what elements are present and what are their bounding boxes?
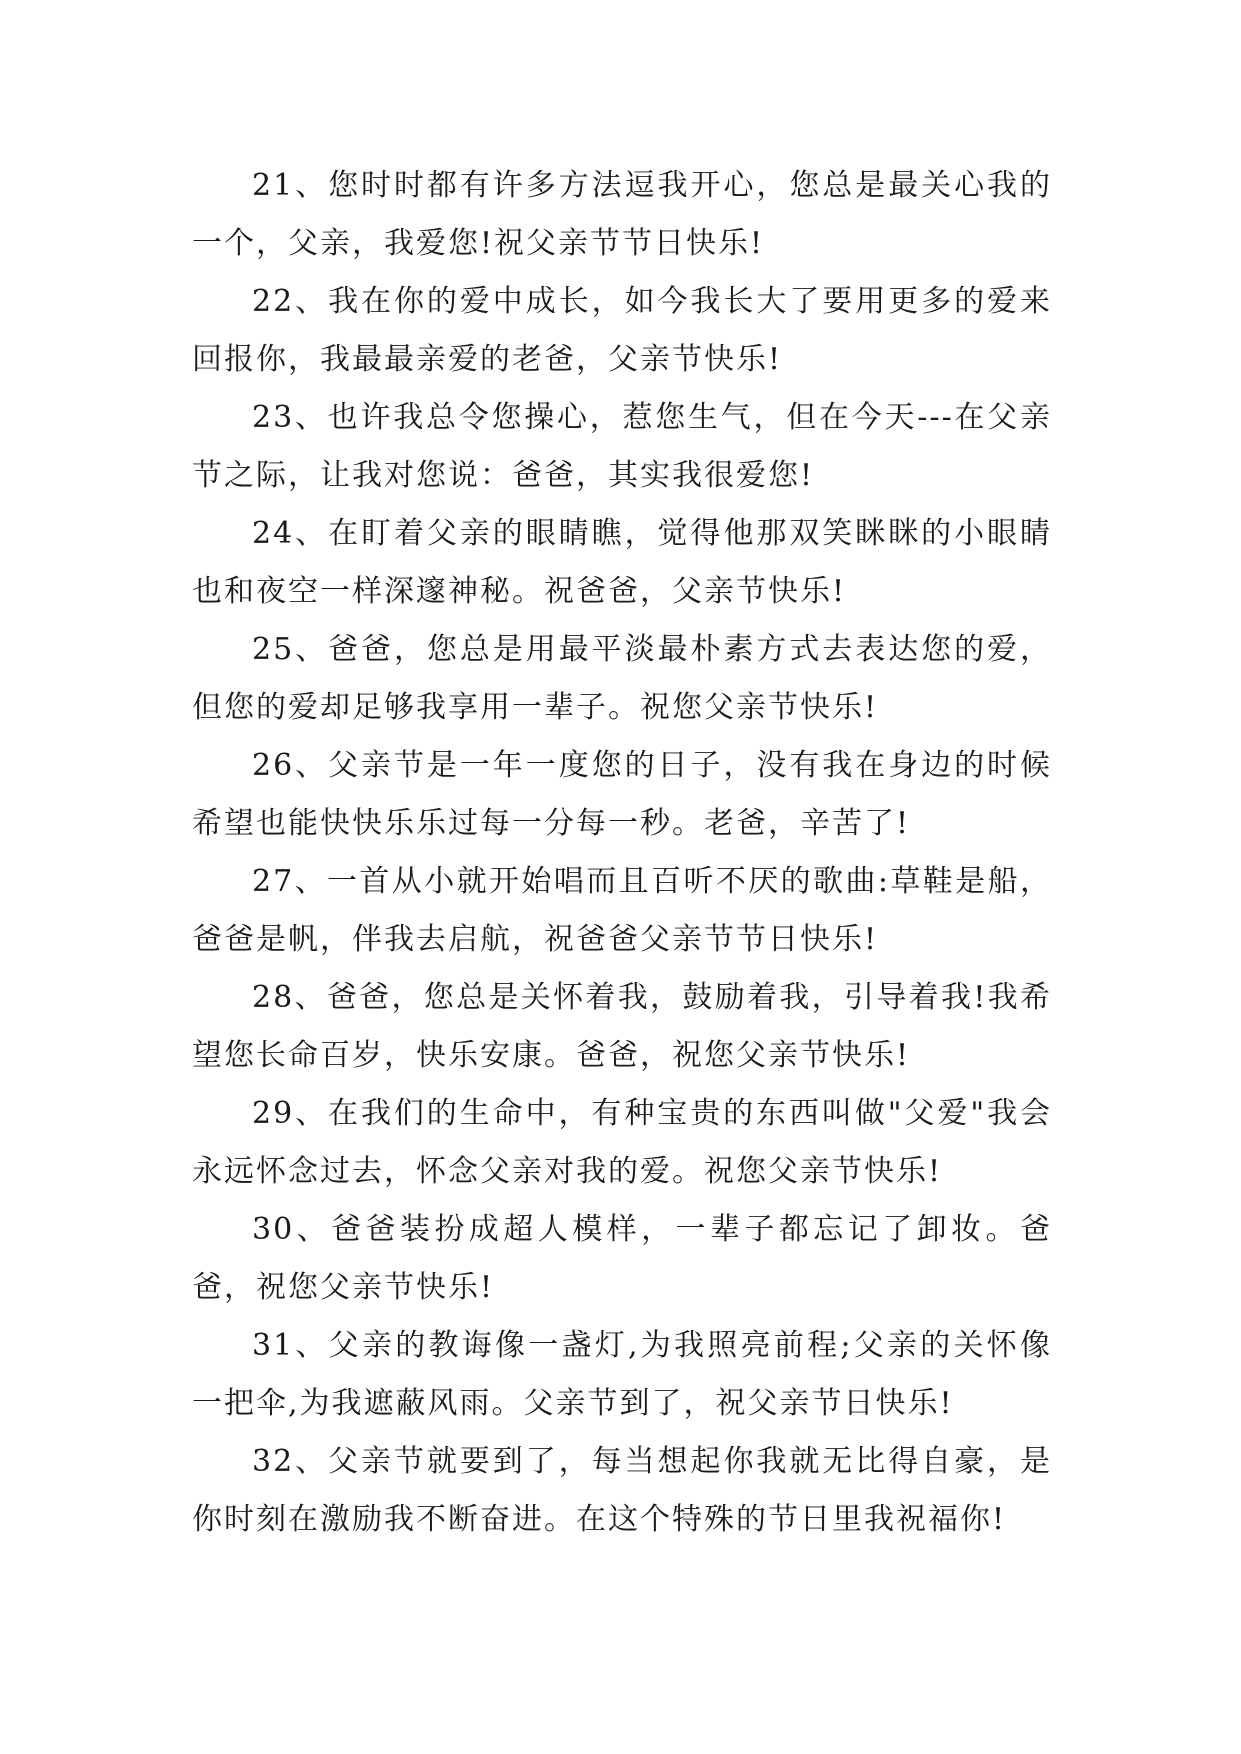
paragraph-30: 30、爸爸装扮成超人模样，一辈子都忘记了卸妆。爸爸，祝您父亲节快乐!	[192, 1212, 1052, 1305]
paragraph-26: 26、父亲节是一年一度您的日子，没有我在身边的时候希望也能快快乐乐过每一分每一秒。老爸，辛苦了!	[192, 748, 1052, 841]
document-body	[192, 157, 1052, 1549]
paragraph-31: 31、父亲的教诲像一盏灯,为我照亮前程;父亲的关怀像一把伞,为我遮蔽风雨。父亲节到了，祝父亲节日快乐!	[192, 1328, 1052, 1421]
paragraph-24: 24、在盯着父亲的眼睛瞧，觉得他那双笑眯眯的小眼睛也和夜空一样深邃神秘。祝爸爸，父亲节快乐!	[192, 516, 1052, 609]
paragraph-28: 28、爸爸，您总是关怀着我，鼓励着我，引导着我!我希望您长命百岁，快乐安康。爸爸，祝您父亲节快乐!	[192, 980, 1052, 1073]
paragraph-29: 29、在我们的生命中，有种宝贵的东西叫做"父爱"我会永远怀念过去，怀念父亲对我的爱。祝您父亲节快乐!	[192, 1096, 1052, 1189]
paragraph-21: 21、您时时都有许多方法逗我开心，您总是最关心我的一个，父亲，我爱您!祝父亲节节日快乐!	[192, 168, 1052, 261]
paragraph-32: 32、父亲节就要到了，每当想起你我就无比得自豪，是你时刻在激励我不断奋进。在这个特殊的节日里我祝福你!	[192, 1444, 1052, 1537]
paragraph-22: 22、我在你的爱中成长，如今我长大了要用更多的爱来回报你，我最最亲爱的老爸，父亲节快乐!	[192, 284, 1052, 377]
paragraph-23: 23、也许我总令您操心，惹您生气，但在今天---在父亲节之际，让我对您说：爸爸，其实我很爱您!	[192, 400, 1052, 493]
paragraph-27: 27、一首从小就开始唱而且百听不厌的歌曲:草鞋是船，爸爸是帆，伴我去启航，祝爸爸父亲节节日快乐!	[192, 864, 1052, 957]
paragraph-25: 25、爸爸，您总是用最平淡最朴素方式去表达您的爱，但您的爱却足够我享用一辈子。祝您父亲节快乐!	[192, 632, 1052, 725]
